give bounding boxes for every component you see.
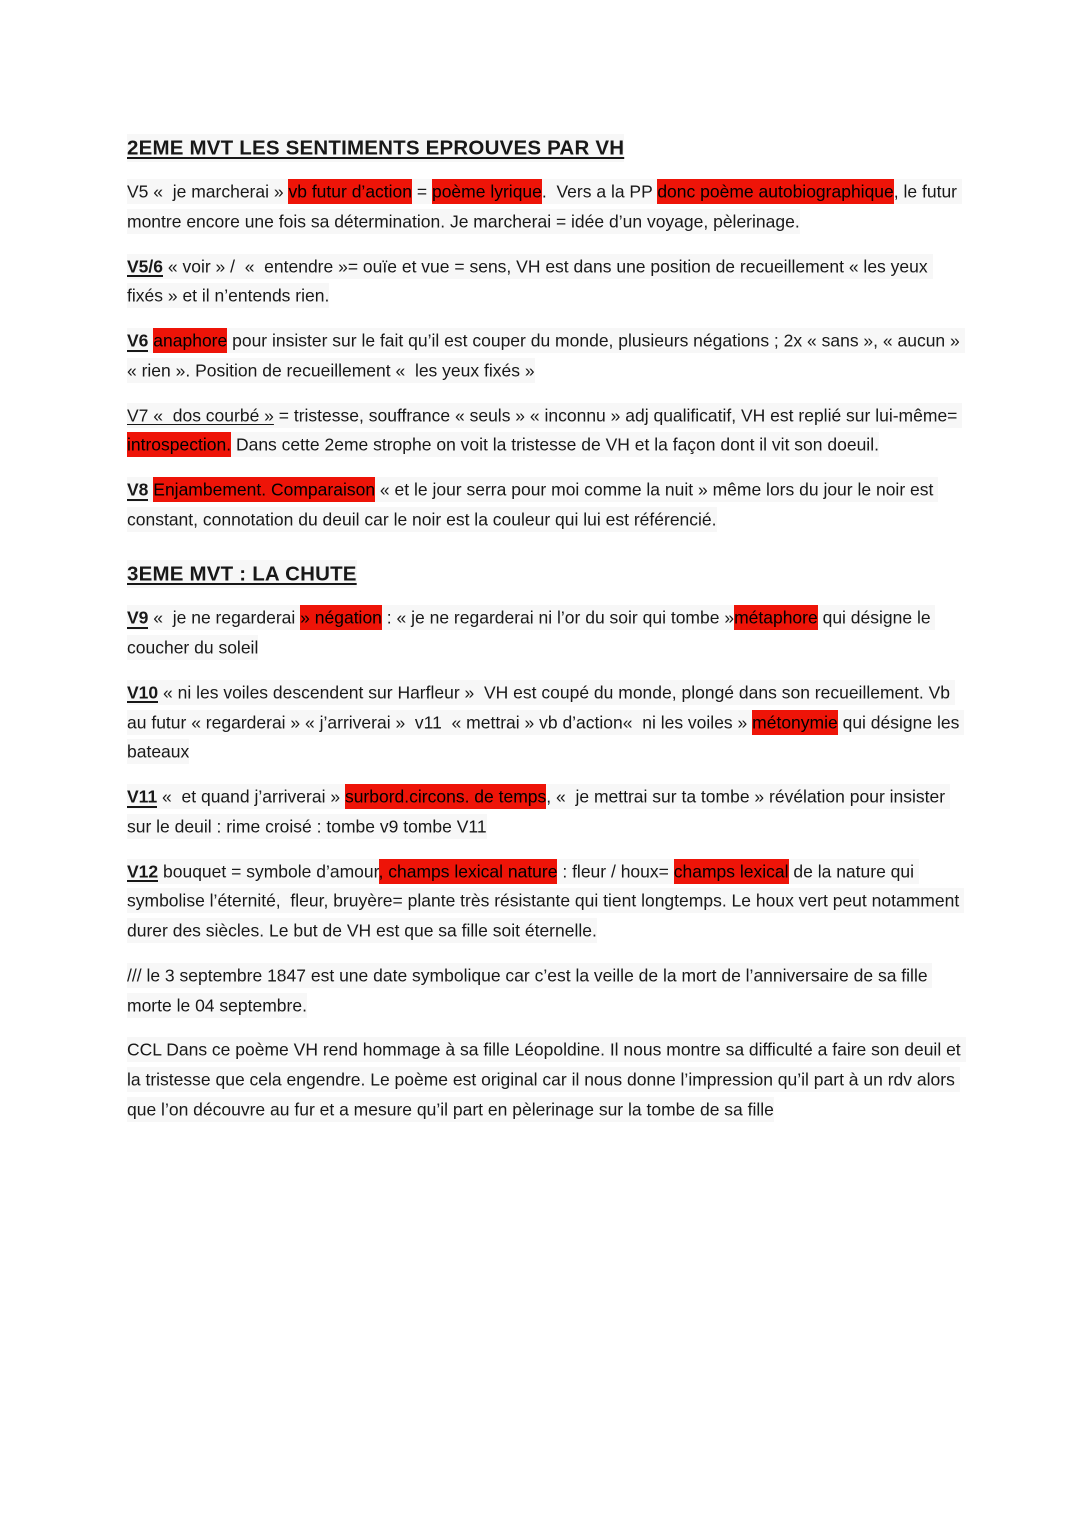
text-run: : « je ne regarderai ni l’or du soir qui tombe » xyxy=(382,605,734,630)
paragraph xyxy=(127,783,963,843)
text-run: pour insister sur le fait qu’il est couper du monde, plusieurs négations ; 2x « sans », « aucun » « rien ». Position de recueillement « les yeux fixés » xyxy=(127,328,965,383)
text-run: Dans cette 2eme strophe on voit la tristesse de VH et la façon dont il vit son doeuil. xyxy=(231,432,879,457)
text-run: « et le jour serra pour moi comme la nuit » même lors du jour le noir est constant, connotation du deuil car le noir est la couleur qui lui est référencié. xyxy=(127,477,938,532)
verse-marker: V11 xyxy=(127,784,157,809)
text-run: : fleur / houx= xyxy=(557,859,673,884)
section-heading xyxy=(127,133,963,163)
red-highlight-text: surbord.circons. de temps xyxy=(345,784,546,809)
red-highlight-text: poème lyrique xyxy=(432,179,542,204)
text-run: 3EME MVT : LA CHUTE xyxy=(127,560,357,588)
text-run: « voir » / « entendre »= ouïe et vue = sens, VH est dans une position de recueillement « les yeux fixés » et il n’entends rien. xyxy=(127,254,933,309)
paragraph xyxy=(127,1036,966,1125)
verse-marker: V10 xyxy=(127,680,158,705)
paragraph xyxy=(127,604,963,664)
text-run: /// le 3 septembre 1847 est une date symbolique car c’est la veille de la mort de l’anniversaire de sa fille morte le 04 septembre. xyxy=(127,963,932,1018)
red-highlight-text: » négation xyxy=(300,605,382,630)
red-highlight-text: vb futur d’action xyxy=(288,179,412,204)
verse-marker: V5/6 xyxy=(127,254,163,279)
red-highlight-text: métonymie xyxy=(752,710,838,735)
document-body xyxy=(127,133,966,1125)
text-run: « je ne regarderai xyxy=(148,605,300,630)
red-highlight-text: introspection. xyxy=(127,432,231,457)
text-run: qui désigne les bateaux xyxy=(127,710,964,765)
text-run: 2EME MVT LES SENTIMENTS EPROUVES PAR VH xyxy=(127,134,624,162)
paragraph xyxy=(127,857,963,946)
verse-marker: V8 xyxy=(127,477,148,502)
text-run: bouquet = symbole d’amour xyxy=(158,859,378,884)
text-run: . Vers a la PP xyxy=(542,179,657,204)
verse-marker: V9 xyxy=(127,605,148,630)
verse-marker: V12 xyxy=(127,859,158,884)
text-run: « ni les voiles descendent sur Harfleur » VH est coupé du monde, plongé dans son recueillement. Vb au futur « regarderai » « j’arriverai » v11 « mettrai » vb d’action« ni les voiles » xyxy=(127,680,955,735)
paragraph xyxy=(127,678,963,767)
text-run: « et quand j’arriverai » xyxy=(157,784,345,809)
red-highlight-text: Enjambement. Comparaison xyxy=(153,477,375,502)
text-run: = xyxy=(412,179,432,204)
verse-marker: V6 xyxy=(127,328,148,353)
red-highlight-text: donc poème autobiographique xyxy=(657,179,893,204)
paragraph xyxy=(127,476,963,536)
paragraph xyxy=(127,327,963,387)
text-run: , « je mettrai sur ta tombe » révélation pour insister sur le deuil : rime croisé : tombe v9 tombe V11 xyxy=(127,784,950,839)
red-highlight-text: , champs lexical nature xyxy=(379,859,558,884)
text-run: CCL Dans ce poème VH rend hommage à sa fille Léopoldine. Il nous montre sa difficulté a faire son deuil et la tristesse que cela engendre. Le poème est original car il nous donne l’impression qu’il part à un rdv alors que l’on découvre au fur et a mesure qu’il part en pèlerinage sur la tombe de sa fille xyxy=(127,1037,966,1122)
text-run: , le futur montre encore une fois sa détermination. Je marcherai = idée d’un voyage, pèlerinage. xyxy=(127,179,962,234)
paragraph xyxy=(127,178,963,238)
text-run: de la nature qui symbolise l’éternité, fleur, bruyère= plante très résistante qui tient longtemps. Le houx vert peut notamment durer des siècles. Le but de VH est que sa fille soit éternelle. xyxy=(127,859,964,944)
paragraph xyxy=(127,961,963,1021)
underlined-text: V7 « dos courbé » xyxy=(127,403,274,428)
red-highlight-text: champs lexical xyxy=(674,859,789,884)
text-run: V5 « je marcherai » xyxy=(127,179,288,204)
paragraph xyxy=(127,401,963,461)
red-highlight-text: métaphore xyxy=(734,605,818,630)
text-run: qui désigne le coucher du soleil xyxy=(127,605,935,660)
red-highlight-text: anaphore xyxy=(153,328,227,353)
section-heading xyxy=(127,559,963,589)
paragraph xyxy=(127,252,963,312)
text-run: = tristesse, souffrance « seuls » « inconnu » adj qualificatif, VH est replié sur lui-même= xyxy=(274,403,962,428)
